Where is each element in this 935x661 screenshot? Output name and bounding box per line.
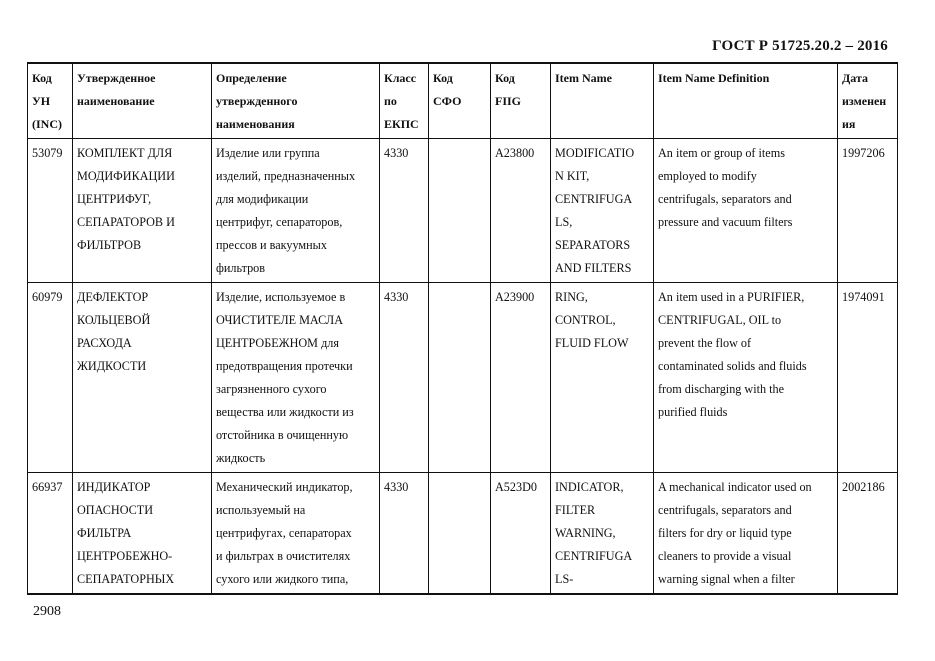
cell-inc: 53079 <box>28 139 73 283</box>
cell-item-name: MODIFICATIO N KIT, CENTRIFUGA LS, SEPARATORS AND FILTERS <box>551 139 654 283</box>
cell-name-definition: Механический индикатор, используемый на центрифугах, сепараторах и фильтрах в очистителях сухого или жидкого типа, <box>212 473 380 595</box>
cell-inc: 66937 <box>28 473 73 595</box>
header-fiig: Код FIIG <box>491 63 551 139</box>
cell-fiig: A23900 <box>491 283 551 473</box>
page-number: 2908 <box>33 604 61 619</box>
table-header-row <box>28 63 898 139</box>
cell-name-definition: Изделие или группа изделий, предназначенных для модификации центрифуг, сепараторов, прессов и вакуумных фильтров <box>212 139 380 283</box>
header-change-date: Дата изменен ия <box>838 63 898 139</box>
cell-name-definition: Изделие, используемое в ОЧИСТИТЕЛЕ МАСЛА ЦЕНТРОБЕЖНОМ для предотвращения протечки загрязненного сухого вещества или жидкости из отстойника в очищенную жидкость <box>212 283 380 473</box>
cell-fiig: A523D0 <box>491 473 551 595</box>
header-item-name-definition: Item Name Definition <box>654 63 838 139</box>
header-class: Класс по ЕКПС <box>380 63 429 139</box>
table-row <box>28 473 898 595</box>
document-standard-header: ГОСТ Р 51725.20.2 – 2016 <box>712 38 888 54</box>
classification-table <box>27 62 898 595</box>
cell-change-date: 2002186 <box>838 473 898 595</box>
header-inc: Код УН (INC) <box>28 63 73 139</box>
cell-class: 4330 <box>380 139 429 283</box>
header-sfo: Код СФО <box>429 63 491 139</box>
cell-sfo <box>429 283 491 473</box>
header-approved-name: Утвержденное наименование <box>73 63 212 139</box>
cell-item-name-definition: An item used in a PURIFIER, CENTRIFUGAL, OIL to prevent the flow of contaminated solids and fluids from discharging with the purified fluids <box>654 283 838 473</box>
cell-item-name-definition: An item or group of items employed to modify centrifugals, separators and pressure and vacuum filters <box>654 139 838 283</box>
cell-class: 4330 <box>380 283 429 473</box>
cell-class: 4330 <box>380 473 429 595</box>
cell-change-date: 1997206 <box>838 139 898 283</box>
cell-item-name: RING, CONTROL, FLUID FLOW <box>551 283 654 473</box>
cell-inc: 60979 <box>28 283 73 473</box>
cell-fiig: A23800 <box>491 139 551 283</box>
cell-sfo <box>429 139 491 283</box>
table-row <box>28 283 898 473</box>
cell-sfo <box>429 473 491 595</box>
cell-item-name-definition: A mechanical indicator used on centrifugals, separators and filters for dry or liquid type cleaners to provide a visual warning signal when a filter <box>654 473 838 595</box>
cell-approved-name: КОМПЛЕКТ ДЛЯ МОДИФИКАЦИИ ЦЕНТРИФУГ, СЕПАРАТОРОВ И ФИЛЬТРОВ <box>73 139 212 283</box>
cell-approved-name: ИНДИКАТОР ОПАСНОСТИ ФИЛЬТРА ЦЕНТРОБЕЖНО- СЕПАРАТОРНЫХ <box>73 473 212 595</box>
cell-change-date: 1974091 <box>838 283 898 473</box>
table-row <box>28 139 898 283</box>
header-name-definition: Определение утвержденного наименования <box>212 63 380 139</box>
cell-approved-name: ДЕФЛЕКТОР КОЛЬЦЕВОЙ РАСХОДА ЖИДКОСТИ <box>73 283 212 473</box>
cell-item-name: INDICATOR, FILTER WARNING, CENTRIFUGA LS- <box>551 473 654 595</box>
header-item-name: Item Name <box>551 63 654 139</box>
